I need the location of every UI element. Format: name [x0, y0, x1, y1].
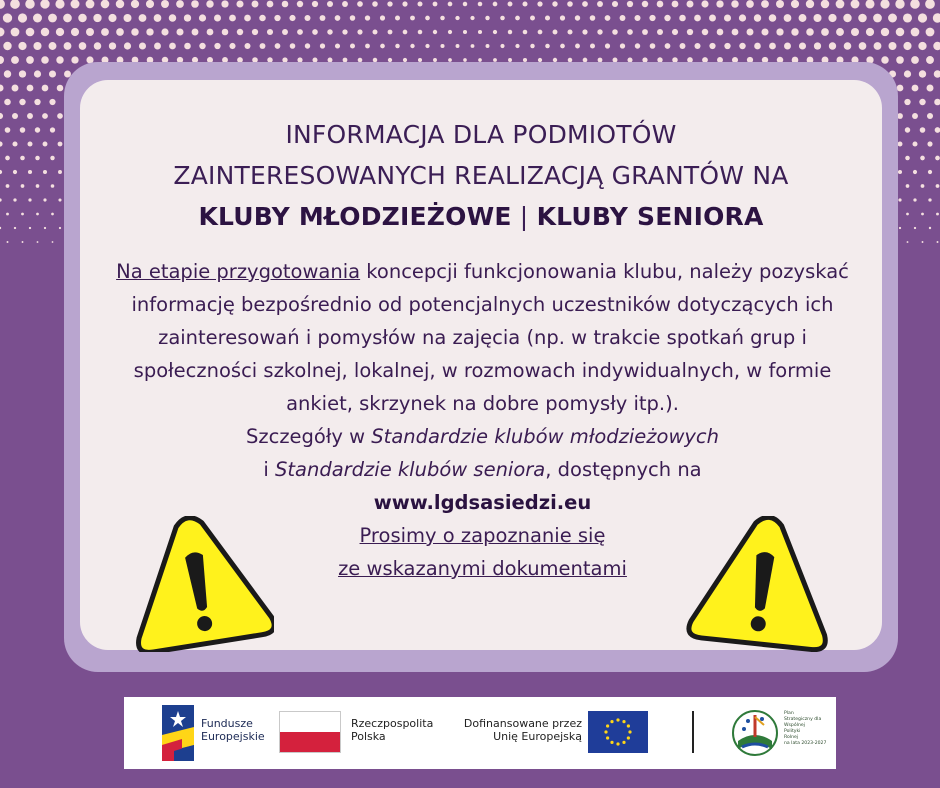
title-line-3: [80, 196, 882, 237]
strategic-plan-logo-icon: [728, 707, 782, 759]
standard-senior-clubs: Standardzie klubów seniora: [274, 458, 546, 481]
intro-underlined-text: Na etapie przygotowania: [116, 260, 361, 283]
funding-logos-bar: [124, 697, 836, 769]
announcement-title: [80, 114, 882, 237]
standard-youth-clubs: Standardzie klubów młodzieżowych: [371, 425, 720, 448]
title-line-1: INFORMACJA DLA PODMIOTÓW: [285, 120, 677, 149]
poland-flag-icon: [279, 711, 341, 753]
details-prefix: Szczegóły w: [245, 425, 372, 448]
details-line: [110, 420, 855, 453]
european-funds-line-1: Fundusze: [201, 717, 253, 730]
title-youth-clubs: KLUBY MŁODZIEŻOWE: [198, 202, 512, 231]
title-separator: |: [519, 202, 529, 231]
psp-line-2: Strategiczny dla: [784, 717, 822, 722]
psp-line-1: Plan: [784, 711, 794, 716]
logo-divider: [692, 711, 694, 753]
european-funds-label: [201, 717, 265, 743]
warning-triangle-icon: [686, 516, 838, 652]
eu-cofinanced-line-1: Dofinansowane przez: [463, 717, 582, 730]
warning-triangle-icon: [124, 516, 274, 652]
title-line-2: ZAINTERESOWANYCH REALIZACJĄ GRANTÓW NA: [173, 161, 789, 190]
request-underlined-2: ze wskazanymi dokumentami: [338, 557, 627, 580]
psp-line-5: Rolnej: [784, 735, 799, 740]
psp-line-4: Polityki: [784, 729, 801, 734]
eu-cofinanced-label: [454, 717, 582, 743]
intro-text: koncepcji funkcjonowania klubu, należy pozyskać informację bezpośrednio od potencjalnych uczestników dotyczących ich zainteresowań i pomysłów na zajęcia (np. w trakcie spotkań grup i społeczności szkolnej, lokalnej, w rozmowach indywidualnych, w formie ankiet, skrzynek na dobre pomysły itp.).: [131, 260, 849, 415]
title-senior-clubs: KLUBY SENIORA: [536, 202, 764, 231]
request-underlined-1: Prosimy o zapoznanie się: [359, 524, 606, 547]
details-and: i: [263, 458, 275, 481]
poland-line-2: Polska: [351, 730, 386, 743]
eu-cofinanced-line-2: Unię Europejską: [493, 730, 582, 743]
details-suffix: , dostępnych na: [545, 458, 702, 481]
details-line-2: [110, 453, 855, 486]
eu-flag-icon: [588, 711, 648, 753]
european-funds-logo-icon: [162, 705, 194, 761]
poland-label: [351, 717, 433, 743]
psp-line-6: na lata 2023-2027: [784, 741, 827, 746]
strategic-plan-label: [784, 711, 836, 747]
intro-paragraph: [110, 255, 855, 420]
poland-line-1: Rzeczpospolita: [351, 717, 434, 730]
european-funds-line-2: Europejskie: [201, 730, 265, 743]
website-link[interactable]: www.lgdsasiedzi.eu: [373, 491, 592, 514]
psp-line-3: Wspólnej: [784, 723, 805, 728]
